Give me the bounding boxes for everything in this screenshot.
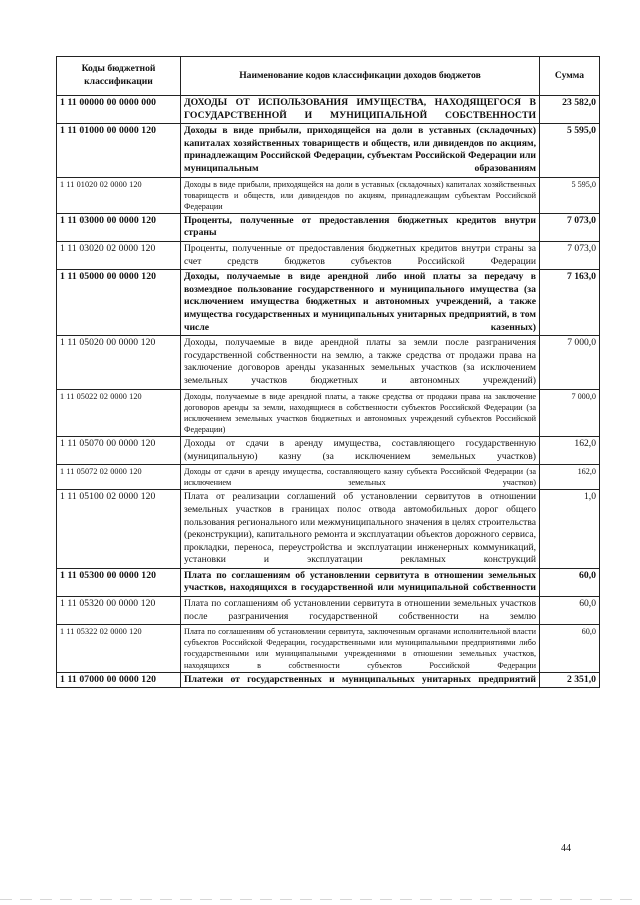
table-row <box>57 490 600 569</box>
table-row <box>57 213 600 241</box>
row-sum: 7 000,0 <box>540 336 600 389</box>
row-code: 1 11 01000 00 0000 120 <box>57 124 181 177</box>
row-name: ДОХОДЫ ОТ ИСПОЛЬЗОВАНИЯ ИМУЩЕСТВА, НАХОДЯЩЕГОСЯ В ГОСУДАРСТВЕННОЙ И МУНИЦИПАЛЬНОЙ СОБСТВЕННОСТИ <box>181 96 540 124</box>
row-sum: 60,0 <box>540 597 600 625</box>
row-sum: 23 582,0 <box>540 96 600 124</box>
row-code: 1 11 05322 02 0000 120 <box>57 625 181 672</box>
header-code: Коды бюджетной классификации <box>57 57 181 96</box>
row-name: Проценты, полученные от предоставления бюджетных кредитов внутри страны <box>181 213 540 241</box>
row-name: Плата по соглашениям об установлении сервитута в отношении земельных участков после разграничения государственной собственности на землю <box>181 597 540 625</box>
table-header-row <box>57 57 600 96</box>
page-number: 44 <box>561 843 571 854</box>
scan-edge-divider <box>0 899 640 900</box>
table-row <box>57 672 600 688</box>
table-row <box>57 336 600 389</box>
row-name: Доходы в виде прибыли, приходящейся на доли в уставных (складочных) капиталах хозяйственных товариществ и обществ, или дивидендов по акциям, принадлежащим субъектам Российской Федерации <box>181 177 540 213</box>
row-code: 1 11 05100 02 0000 120 <box>57 490 181 569</box>
row-sum: 60,0 <box>540 625 600 672</box>
table-row <box>57 96 600 124</box>
table-row <box>57 242 600 270</box>
table-row <box>57 177 600 213</box>
table-row <box>57 270 600 336</box>
header-name: Наименование кодов классификации доходов бюджетов <box>181 57 540 96</box>
row-name: Плата по соглашениям об установлении сервитута в отношении земельных участков, находящихся в государственной или муниципальной собственности <box>181 568 540 596</box>
table-row <box>57 597 600 625</box>
row-name: Доходы в виде прибыли, приходящейся на доли в уставных (складочных) капиталах хозяйственных товариществ и обществ, или дивидендов по акциям, принадлежащим Российской Федерации, субъектам Российской Федерации или муниципальным образованиям <box>181 124 540 177</box>
table-row <box>57 436 600 464</box>
row-sum: 1,0 <box>540 490 600 569</box>
row-code: 1 11 03000 00 0000 120 <box>57 213 181 241</box>
header-sum: Сумма <box>540 57 600 96</box>
row-sum: 7 163,0 <box>540 270 600 336</box>
row-name: Доходы, получаемые в виде арендной платы, а также средства от продажи права на заключение договоров аренды за земли, находящиеся в собственности субъектов Российской Федерации (за исключением земельных участков бюджетных и автономных учреждений субъектов Российской Федерации) <box>181 389 540 436</box>
row-sum: 5 595,0 <box>540 177 600 213</box>
row-sum: 7 073,0 <box>540 213 600 241</box>
row-code: 1 11 05072 02 0000 120 <box>57 465 181 490</box>
row-code: 1 11 05300 00 0000 120 <box>57 568 181 596</box>
row-name: Проценты, полученные от предоставления бюджетных кредитов внутри страны за счет средств бюджетов субъектов Российской Федерации <box>181 242 540 270</box>
row-name: Доходы от сдачи в аренду имущества, составляющего государственную (муниципальную) казну (за исключением земельных участков) <box>181 436 540 464</box>
row-name: Доходы от сдачи в аренду имущества, составляющего казну субъекта Российской Федерации (за исключением земельных участков) <box>181 465 540 490</box>
table-row <box>57 124 600 177</box>
table-row <box>57 568 600 596</box>
row-sum: 2 351,0 <box>540 672 600 688</box>
row-sum: 5 595,0 <box>540 124 600 177</box>
table-row <box>57 625 600 672</box>
row-name: Доходы, получаемые в виде арендной платы за земли после разграничения государственной собственности на землю, а также средства от продажи права на заключение договоров аренды указанных земельных участков (за исключением земельных участков бюджетных и автономных учреждений) <box>181 336 540 389</box>
row-code: 1 11 05070 00 0000 120 <box>57 436 181 464</box>
table-row <box>57 465 600 490</box>
row-code: 1 11 03020 02 0000 120 <box>57 242 181 270</box>
row-code: 1 11 00000 00 0000 000 <box>57 96 181 124</box>
row-code: 1 11 07000 00 0000 120 <box>57 672 181 688</box>
row-code: 1 11 01020 02 0000 120 <box>57 177 181 213</box>
row-code: 1 11 05320 00 0000 120 <box>57 597 181 625</box>
row-code: 1 11 05000 00 0000 120 <box>57 270 181 336</box>
row-name: Плата от реализации соглашений об установлении сервитутов в отношении земельных участков в границах полос отвода автомобильных дорог общего пользования регионального или межмуниципального значения в целях строительства (реконструкции), капитального ремонта и эксплуатации объектов дорожного сервиса, прокладки, переноса, переустройства и эксплуатации инженерных коммуникаций, установки и эксплуатации рекламных конструкций <box>181 490 540 569</box>
row-sum: 7 000,0 <box>540 389 600 436</box>
row-code: 1 11 05020 00 0000 120 <box>57 336 181 389</box>
table-row <box>57 389 600 436</box>
row-name: Платежи от государственных и муниципальных унитарных предприятий <box>181 672 540 688</box>
revenue-table <box>56 56 600 688</box>
row-code: 1 11 05022 02 0000 120 <box>57 389 181 436</box>
row-sum: 162,0 <box>540 465 600 490</box>
row-sum: 60,0 <box>540 568 600 596</box>
row-sum: 162,0 <box>540 436 600 464</box>
row-name: Доходы, получаемые в виде арендной либо иной платы за передачу в возмездное пользование государственного и муниципального имущества (за исключением имущества бюджетных и автономных учреждений, а также имущества государственных и муниципальных унитарных предприятий, в том числе казенных) <box>181 270 540 336</box>
row-sum: 7 073,0 <box>540 242 600 270</box>
row-name: Плата по соглашениям об установлении сервитута, заключенным органами исполнительной власти субъектов Российской Федерации, государственными или муниципальными предприятиями либо государственными или муниципальными учреждениями в отношении земельных участков, находящихся в собственности субъектов Российской Федерации <box>181 625 540 672</box>
